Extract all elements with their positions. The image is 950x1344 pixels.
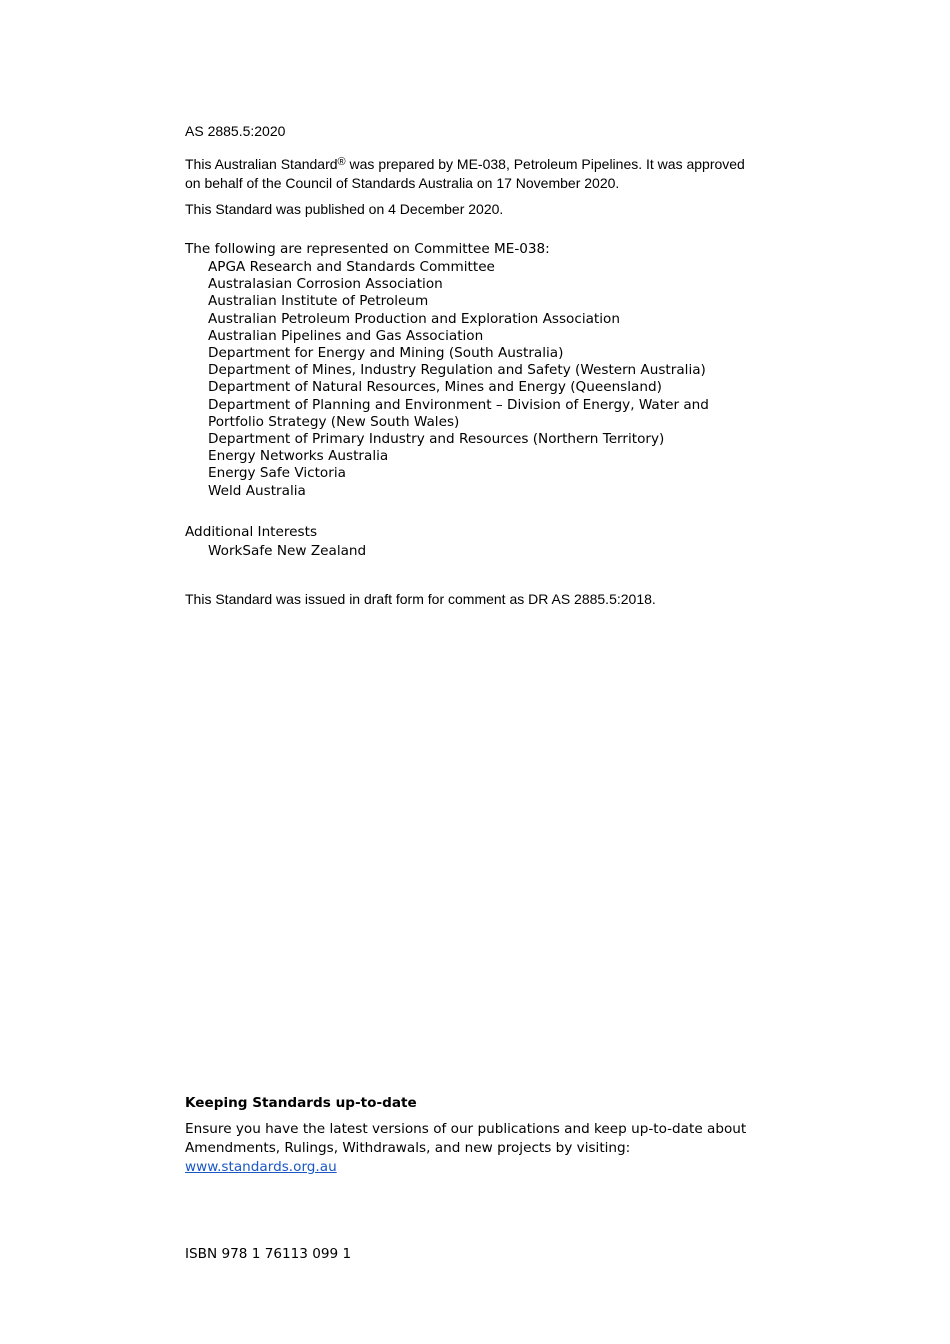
list-item: Energy Networks Australia <box>208 448 389 465</box>
preparation-line-1: This Australian Standard® was prepared by ME-038, Petroleum Pipelines. It was approved <box>185 156 745 172</box>
list-item: Department of Natural Resources, Mines and Energy (Queensland) <box>208 379 662 396</box>
additional-interests-list <box>185 542 366 561</box>
additional-interests-section <box>185 523 366 561</box>
draft-note: This Standard was issued in draft form for comment as DR AS 2885.5:2018. <box>185 591 656 607</box>
preparation-statement <box>185 155 775 193</box>
list-item: Department of Primary Industry and Resources (Northern Territory) <box>208 431 665 448</box>
additional-interests-heading: Additional Interests <box>185 524 318 540</box>
isbn: ISBN 978 1 76113 099 1 <box>185 1246 352 1262</box>
committee-member-list <box>185 259 785 500</box>
keeping-text-line-2: Amendments, Rulings, Withdrawals, and new projects by visiting: <box>185 1140 631 1156</box>
committee-intro: The following are represented on Committee ME-038: <box>185 241 550 257</box>
committee-section <box>185 240 785 500</box>
list-item: APGA Research and Standards Committee <box>208 259 495 275</box>
list-item: Weld Australia <box>208 482 306 499</box>
list-item: Department for Energy and Mining (South Australia) <box>208 345 564 362</box>
published-date: This Standard was published on 4 December 2020. <box>185 201 504 217</box>
list-item: WorkSafe New Zealand <box>208 543 367 559</box>
list-item: Australasian Corrosion Association <box>208 276 443 293</box>
list-item: Australian Petroleum Production and Exploration Association <box>208 310 620 327</box>
preparation-line-2: on behalf of the Council of Standards Australia on 17 November 2020. <box>185 175 620 191</box>
keeping-up-to-date-section <box>185 1094 785 1177</box>
list-item: Department of Planning and Environment – Division of Energy, Water and <box>208 396 709 413</box>
standard-designation: AS 2885.5:2020 <box>185 123 286 139</box>
list-item: Department of Mines, Industry Regulation and Safety (Western Australia) <box>208 362 706 379</box>
registered-mark: ® <box>337 156 346 168</box>
list-item: Australian Institute of Petroleum <box>208 293 429 310</box>
list-item: Portfolio Strategy (New South Wales) <box>208 413 460 430</box>
list-item: Energy Safe Victoria <box>208 465 346 482</box>
keeping-text-line-1: Ensure you have the latest versions of our publications and keep up-to-date about <box>185 1121 747 1137</box>
standards-website-link[interactable]: www.standards.org.au <box>185 1159 337 1175</box>
list-item: Australian Pipelines and Gas Association <box>208 327 484 344</box>
keeping-heading: Keeping Standards up-to-date <box>185 1095 417 1111</box>
